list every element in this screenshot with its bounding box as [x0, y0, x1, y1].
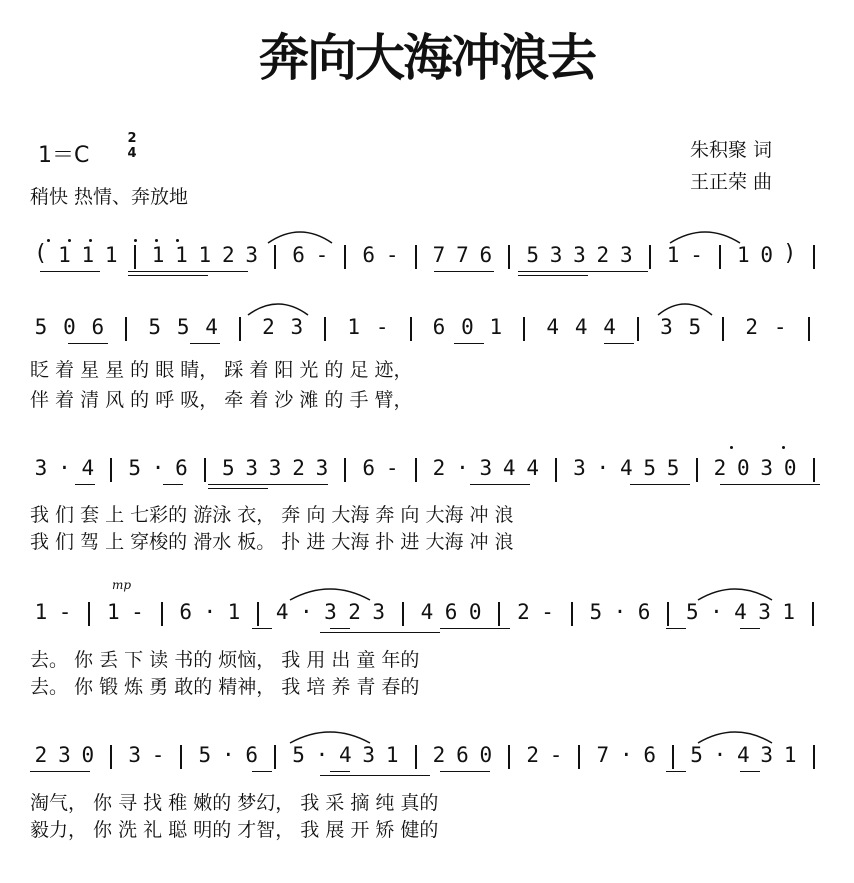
note: 3	[619, 243, 633, 267]
barline	[696, 458, 698, 482]
note: 5	[690, 743, 703, 767]
lyrics-line-3-verse-2: 我 们 驾 上 穿梭的 滑水 板。 扑 进 大海 扑 进 大海 冲 浪	[30, 531, 514, 553]
note: 4	[574, 315, 588, 339]
barline	[125, 317, 127, 341]
note: 3	[573, 243, 586, 267]
note: 4	[526, 456, 539, 480]
note: 1	[783, 743, 797, 767]
note: 4	[205, 315, 218, 339]
barline	[555, 458, 557, 482]
tempo-marking: 稍快 热情、奔放地	[30, 186, 189, 208]
notation-line-2	[30, 315, 830, 351]
augmentation-dot: ·	[151, 456, 165, 480]
note: 6	[643, 743, 657, 767]
note: 3	[372, 600, 386, 624]
note: 1	[782, 600, 796, 624]
barline	[161, 602, 163, 626]
barline	[324, 317, 326, 341]
note: 6	[245, 743, 259, 767]
augmentation-dot: ·	[713, 743, 727, 767]
note: 4	[737, 743, 750, 767]
lyrics-line-5-verse-2: 毅力， 你 洗 礼 聪 明的 才智， 我 展 开 矫 健的	[30, 819, 439, 841]
barline	[402, 602, 404, 626]
augmentation-dot: ·	[315, 743, 329, 767]
barline	[523, 317, 525, 341]
notation-line-4	[30, 600, 830, 636]
note: 2	[713, 456, 727, 480]
note: 6	[175, 456, 188, 480]
note: 2	[262, 315, 275, 339]
note: 3	[58, 743, 71, 767]
barline	[808, 317, 810, 341]
note: 5	[688, 315, 702, 339]
note: 2	[596, 243, 610, 267]
lyricist-credit: 朱积聚 词	[690, 139, 773, 161]
key-signature: 1＝C	[38, 143, 90, 168]
note: 5	[526, 243, 539, 267]
note: 7	[432, 243, 446, 267]
augmentation-dot: ·	[619, 743, 633, 767]
note: 6	[444, 600, 458, 624]
note: 4	[420, 600, 434, 624]
note: 3	[128, 743, 141, 767]
note: 1	[227, 600, 241, 624]
barline	[672, 745, 674, 769]
note: 1	[151, 243, 165, 267]
note: 1	[58, 243, 71, 267]
note: 2	[432, 456, 446, 480]
note: 2	[517, 600, 530, 624]
sustain-dash: -	[315, 243, 329, 267]
note: 1	[107, 600, 120, 624]
note: 3	[245, 456, 259, 480]
augmentation-dot: ·	[613, 600, 627, 624]
note: 6	[91, 315, 105, 339]
note: 5	[176, 315, 190, 339]
note: 2	[745, 315, 759, 339]
barline	[812, 602, 814, 626]
note: 3	[760, 743, 774, 767]
note: 3	[573, 456, 586, 480]
note: 4	[619, 456, 633, 480]
note: 3	[660, 315, 673, 339]
note: 6	[362, 456, 376, 480]
note: 4	[339, 743, 352, 767]
time-signature	[124, 131, 140, 161]
note: 3	[268, 456, 282, 480]
note: 5	[666, 456, 680, 480]
note: 5	[643, 456, 657, 480]
barline	[637, 317, 639, 341]
note: 4	[546, 315, 560, 339]
note: 4	[81, 456, 95, 480]
lyrics-line-5-verse-1: 淘气， 你 寻 找 稚 嫩的 梦幻， 我 采 摘 纯 真的	[30, 792, 439, 814]
barline	[239, 317, 241, 341]
note: 0	[468, 600, 482, 624]
note: 5	[34, 315, 48, 339]
time-signature-bottom: 4	[127, 146, 137, 161]
sustain-dash: -	[58, 600, 72, 624]
barline	[498, 602, 500, 626]
barline	[571, 602, 573, 626]
barline	[110, 745, 112, 769]
note: 0	[461, 315, 474, 339]
barline	[578, 745, 580, 769]
barline	[257, 602, 259, 626]
note: 2	[432, 743, 446, 767]
note: 6	[292, 243, 305, 267]
barline	[410, 317, 412, 341]
barline	[134, 245, 136, 269]
barline	[813, 745, 815, 769]
note: 0	[479, 743, 493, 767]
note: 0	[81, 743, 95, 767]
note: 1	[198, 243, 212, 267]
barline	[649, 245, 651, 269]
song-title: 奔向大海冲浪去	[259, 29, 595, 87]
lyrics-line-4-verse-2: 去。 你 锻 炼 勇 敢的 精神， 我 培 养 青 春的	[30, 676, 420, 698]
barline	[180, 745, 182, 769]
sustain-dash: -	[549, 743, 563, 767]
barline	[415, 745, 417, 769]
note: 2	[292, 456, 305, 480]
barline	[344, 458, 346, 482]
barline	[88, 602, 90, 626]
note: 3	[34, 456, 48, 480]
barline	[415, 245, 417, 269]
sustain-dash: -	[375, 315, 389, 339]
note: 4	[502, 456, 516, 480]
sustain-dash: -	[131, 600, 144, 624]
note: 3	[549, 243, 563, 267]
barline	[274, 245, 276, 269]
notation-line-5	[30, 743, 830, 779]
augmentation-dot: ·	[58, 456, 71, 480]
composer-credit: 王正荣 曲	[690, 171, 773, 193]
note: 3	[362, 743, 376, 767]
barline	[667, 602, 669, 626]
note: 0	[760, 243, 774, 267]
note: 0	[783, 456, 797, 480]
notation-line-3	[30, 456, 830, 492]
sustain-dash: -	[773, 315, 787, 339]
augmentation-dot: ·	[203, 600, 217, 624]
note: 6	[362, 243, 376, 267]
note: 5	[198, 743, 212, 767]
note: 4	[275, 600, 289, 624]
note: 3	[479, 456, 493, 480]
note: 1	[347, 315, 361, 339]
lyrics-line-2-verse-1: 眨 着 星 星 的 眼 睛， 踩 着 阳 光 的 足 迹，	[30, 359, 413, 381]
note: 0	[737, 456, 750, 480]
note: 5	[685, 600, 699, 624]
note: 6	[637, 600, 651, 624]
note: 5	[589, 600, 603, 624]
note: 3	[315, 456, 329, 480]
note: 4	[734, 600, 747, 624]
note: 3	[245, 243, 259, 267]
notation-line-1	[30, 243, 830, 279]
barline	[722, 317, 724, 341]
note: 3	[290, 315, 304, 339]
note: 1	[385, 743, 399, 767]
augmentation-dot: ·	[300, 600, 313, 624]
barline	[274, 745, 276, 769]
augmentation-dot: ·	[596, 456, 610, 480]
sustain-dash: -	[385, 456, 399, 480]
note: 6	[432, 315, 446, 339]
time-signature-top: 2	[127, 131, 137, 146]
augmentation-dot: ·	[221, 743, 235, 767]
lyrics-line-2-verse-2: 伴 着 清 风 的 呼 吸， 牵 着 沙 滩 的 手 臂，	[30, 389, 413, 411]
note: 2	[34, 743, 48, 767]
lyrics-line-4-verse-1: 去。 你 丢 下 读 书的 烦恼， 我 用 出 童 年的	[30, 649, 420, 671]
note: 5	[148, 315, 162, 339]
barline	[344, 245, 346, 269]
note: 2	[526, 743, 539, 767]
note: 7	[456, 243, 469, 267]
note: 6	[456, 743, 469, 767]
barline	[110, 458, 112, 482]
lyrics-line-3-verse-1: 我 们 套 上 七彩的 游泳 衣， 奔 向 大海 奔 向 大海 冲 浪	[30, 504, 514, 526]
augmentation-dot: ·	[710, 600, 723, 624]
barline	[719, 245, 721, 269]
repeat-parenthesis: (	[34, 241, 48, 266]
sustain-dash: -	[151, 743, 165, 767]
barline	[508, 745, 510, 769]
note: 5	[221, 456, 235, 480]
note: 6	[179, 600, 193, 624]
repeat-parenthesis: )	[783, 241, 797, 266]
sustain-dash: -	[690, 243, 703, 267]
barline	[813, 245, 815, 269]
note: 1	[737, 243, 750, 267]
note: 0	[63, 315, 76, 339]
note: 5	[128, 456, 141, 480]
note: 7	[596, 743, 610, 767]
barline	[813, 458, 815, 482]
barline	[508, 245, 510, 269]
note: 6	[479, 243, 493, 267]
note: 3	[324, 600, 337, 624]
note: 4	[603, 315, 616, 339]
note: 5	[292, 743, 305, 767]
sustain-dash: -	[385, 243, 399, 267]
note: 1	[489, 315, 503, 339]
note: 1	[104, 243, 118, 267]
sustain-dash: -	[541, 600, 554, 624]
note: 1	[666, 243, 680, 267]
note: 1	[34, 600, 48, 624]
augmentation-dot: ·	[456, 456, 469, 480]
note: 1	[175, 243, 188, 267]
note: 2	[221, 243, 235, 267]
note: 2	[348, 600, 361, 624]
note: 1	[81, 243, 95, 267]
barline	[415, 458, 417, 482]
note: 3	[758, 600, 771, 624]
dynamic-mark: mp	[112, 578, 132, 592]
barline	[204, 458, 206, 482]
note: 3	[760, 456, 774, 480]
